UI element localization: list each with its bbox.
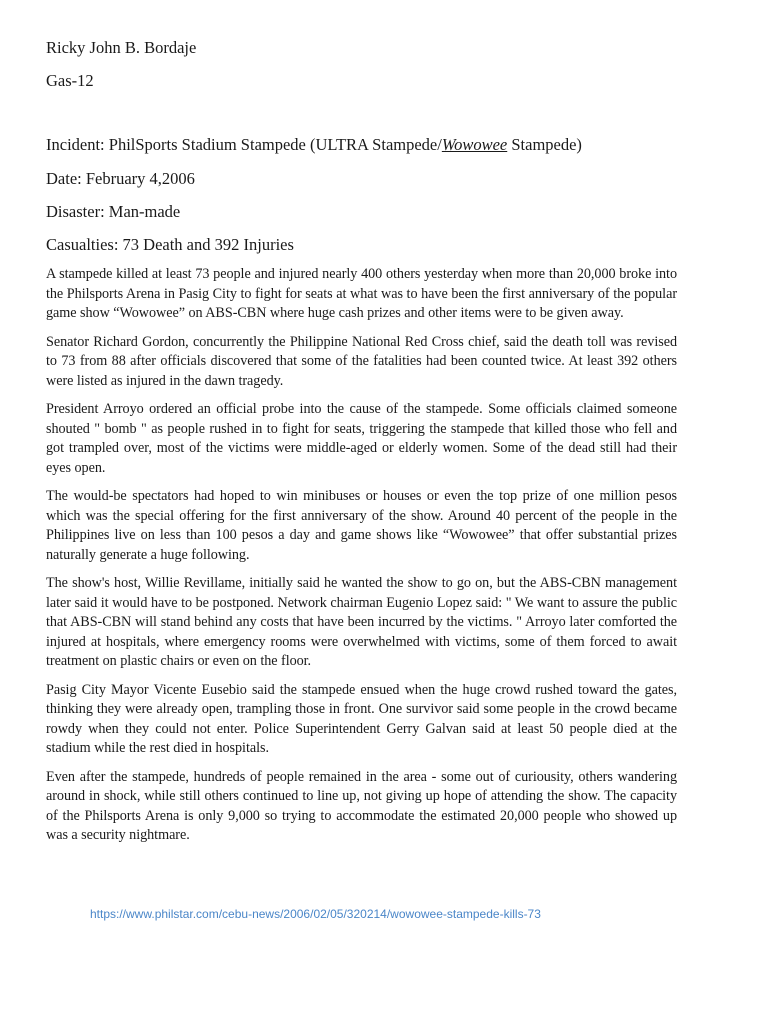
incident-prefix: PhilSports Stadium Stampede (ULTRA Stampede/ (108, 135, 442, 154)
incident-label: Incident: (46, 135, 105, 154)
paragraph: The show's host, Willie Revillame, initially said he wanted the show to go on, but the ABS-CBN management later said it would have to be postponed. Network chairman Eugenio Lopez said: " We want to assure the public that ABS-CBN will stand behind any costs that have been incurred by the victims. " Arroyo later comforted the injured at hospitals, where emergency rooms were overwhelmed with victims, some of them forced to await treatment on plastic chairs or even on the floor. (46, 575, 677, 669)
paragraph: President Arroyo ordered an official probe into the cause of the stampede. Some officials claimed someone shouted " bomb " as people rushed in to fight for seats, triggering the stampede that killed those who fell and got trampled over, most of the victims were middle-aged or elderly women. Some of the dead still had their eyes open. (46, 401, 677, 476)
paragraph: A stampede killed at least 73 people and injured nearly 400 others yesterday when more than 20,000 broke into the Philsports Arena in Pasig City to fight for seats at what was to have been the first anniversary of the popular game show “Wowowee” on ABS-CBN where huge cash prizes and other items were to be given away. (46, 266, 677, 321)
casualties-line: Casualties: 73 Death and 392 Injuries (46, 235, 294, 254)
paragraph: The would-be spectators had hoped to win minibuses or houses or even the top prize of one million pesos which was the special offering for the first anniversary of the show. Around 40 percent of the people in the Philippines live on less than 100 pesos a day and game shows like “Wowowee” that offer substantial prizes naturally generate a huge following. (46, 488, 677, 563)
incident-suffix: Stampede) (507, 135, 582, 154)
source-link[interactable]: https://www.philstar.com/cebu-news/2006/02/05/320214/wowowee-stampede-kills-73 (90, 907, 541, 921)
disaster-line: Disaster: Man-made (46, 202, 181, 221)
paragraph: Pasig City Mayor Vicente Eusebio said the stampede ensued when the huge crowd rushed toward the gates, thinking they were already open, trampling those in front. One survivor said some people in the crowd became rowdy when they could not enter. Police Superintendent Gerry Galvan said at least 50 people died at the stadium while the rest died in hospitals. (46, 681, 677, 756)
section-label: Gas-12 (46, 71, 94, 90)
author-name: Ricky John B. Bordaje (46, 38, 197, 57)
incident-italic: Wowowee (441, 135, 508, 154)
incident-line (46, 135, 582, 155)
date-line: Date: February 4,2006 (46, 169, 195, 188)
article-body (46, 265, 677, 855)
paragraph: Even after the stampede, hundreds of people remained in the area - some out of curiousity, others wandering around in shock, while still others continued to line up, not giving up hope of attending the show. The capacity of the Philsports Arena is only 9,000 so trying to accommodate the estimated 20,000 people who showed up was a security nightmare. (46, 768, 677, 843)
paragraph: Senator Richard Gordon, concurrently the Philippine National Red Cross chief, said the death toll was revised to 73 from 88 after officials discovered that some of the fatalities had been counted twice. At least 392 others were listed as injured in the dawn tragedy. (46, 333, 677, 389)
